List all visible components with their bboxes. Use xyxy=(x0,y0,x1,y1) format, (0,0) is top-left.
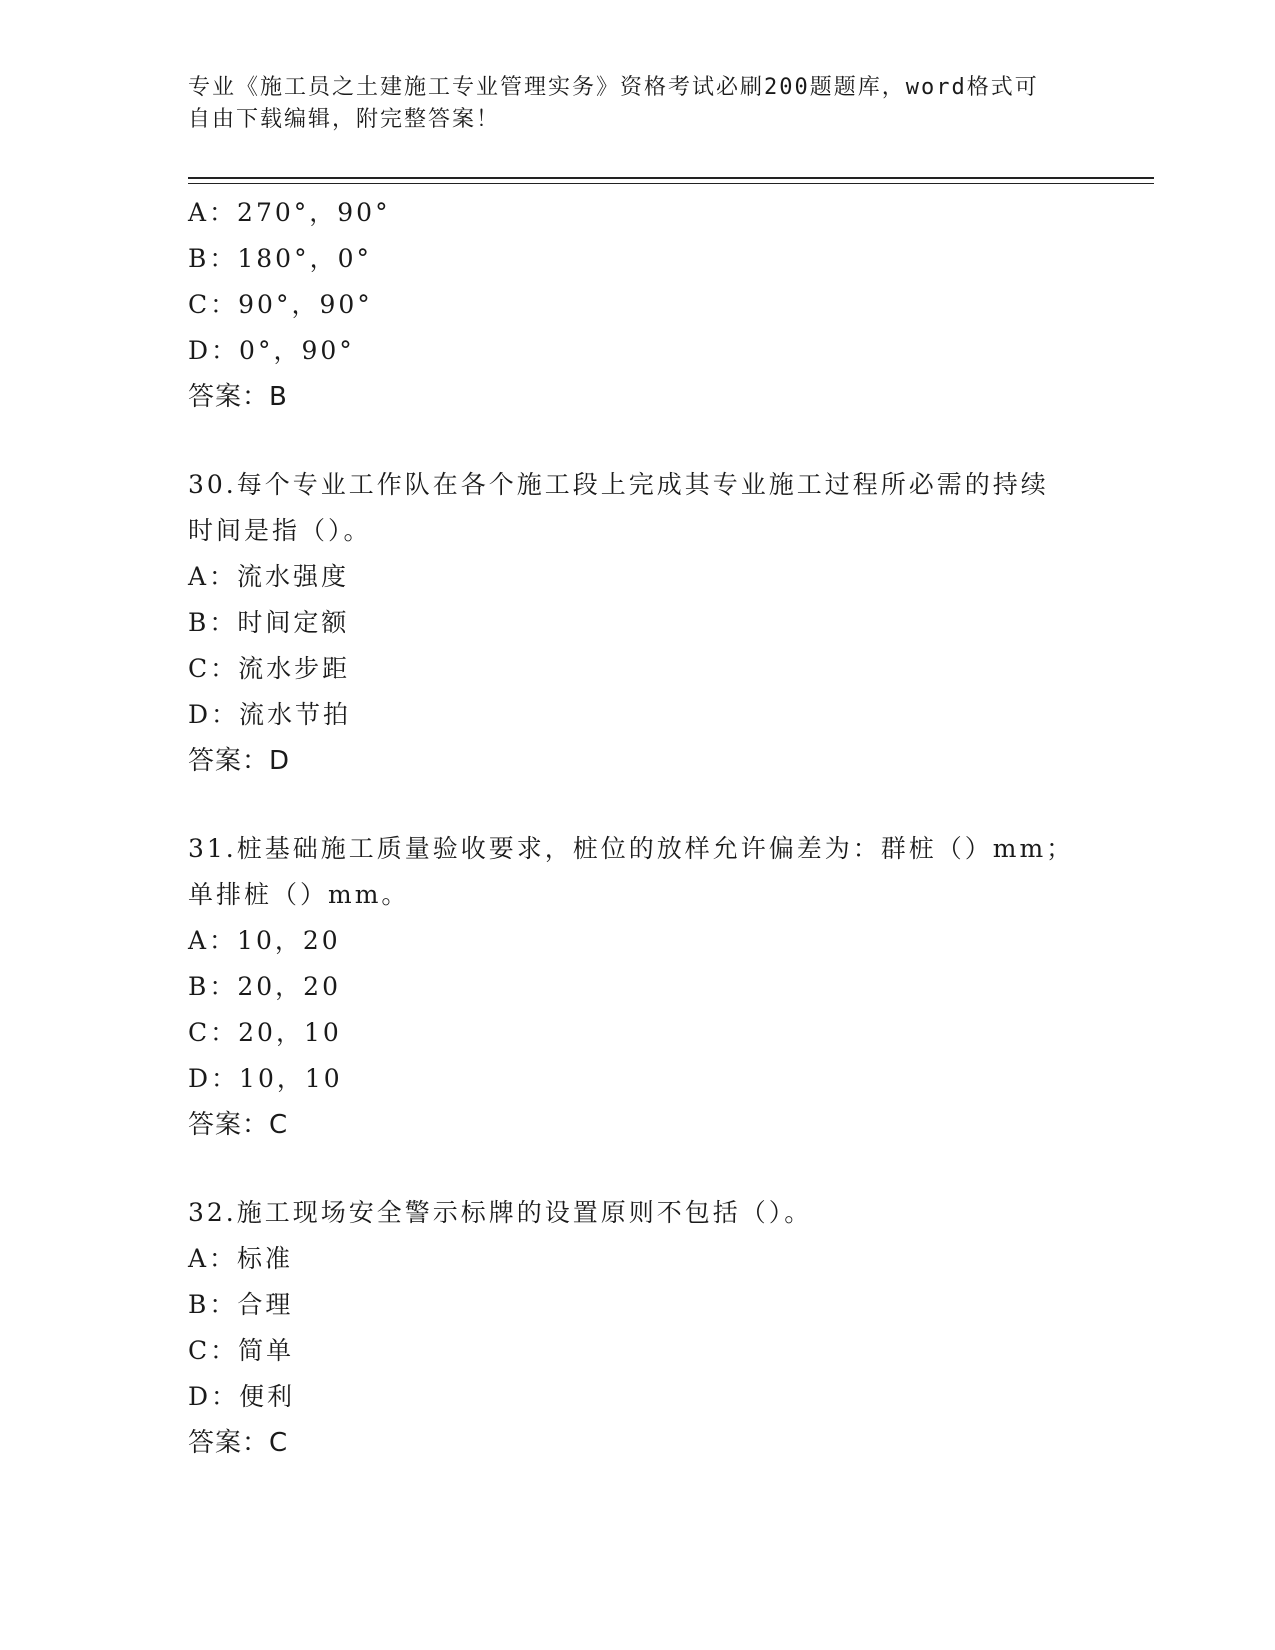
header-line-2: 自由下载编辑，附完整答案！ xyxy=(188,107,501,132)
header-line-1: 专业《施工员之土建施工专业管理实务》资格考试必刷200题题库，word格式可 xyxy=(188,75,1039,100)
option-a: A：流水强度 xyxy=(188,562,350,591)
question-32 xyxy=(188,1190,1088,1466)
option-c: C：20，10 xyxy=(188,1018,342,1047)
option-a: A：270°，90° xyxy=(188,198,391,227)
option-c: C：简单 xyxy=(188,1336,295,1365)
spacer xyxy=(188,784,1088,826)
header-divider-thick xyxy=(188,177,1154,179)
answer-label: 答案：B xyxy=(188,382,288,412)
spacer xyxy=(188,1148,1088,1190)
question-29-continued xyxy=(188,190,1088,420)
question-30 xyxy=(188,462,1088,784)
option-b: B：时间定额 xyxy=(188,608,350,637)
question-text-line-1: 32.施工现场安全警示标牌的设置原则不包括（）。 xyxy=(188,1198,813,1227)
option-d: D：便利 xyxy=(188,1382,296,1411)
option-c: C：90°，90° xyxy=(188,290,373,319)
question-list xyxy=(188,190,1088,1466)
question-text-line-2: 单排桩（）mm。 xyxy=(188,880,410,909)
option-b: B：合理 xyxy=(188,1290,294,1319)
header-divider-thin xyxy=(188,183,1154,184)
option-d: D：0°，90° xyxy=(188,336,355,365)
question-31 xyxy=(188,826,1088,1148)
document-header xyxy=(188,72,1068,136)
option-d: D：流水节拍 xyxy=(188,700,352,729)
option-c: C：流水步距 xyxy=(188,654,351,683)
question-text-line-1: 30.每个专业工作队在各个施工段上完成其专业施工过程所必需的持续 xyxy=(188,470,1049,499)
question-text-line-2: 时间是指（）。 xyxy=(188,516,372,545)
question-text-line-1: 31.桩基础施工质量验收要求，桩位的放样允许偏差为：群桩（）mm； xyxy=(188,834,1075,863)
option-a: A：标准 xyxy=(188,1244,294,1273)
option-b: B：180°，0° xyxy=(188,244,372,273)
answer-label: 答案：C xyxy=(188,1110,289,1140)
option-d: D：10，10 xyxy=(188,1064,343,1093)
answer-label: 答案：D xyxy=(188,746,291,776)
option-b: B：20，20 xyxy=(188,972,341,1001)
option-a: A：10，20 xyxy=(188,926,341,955)
spacer xyxy=(188,420,1088,462)
answer-label: 答案：C xyxy=(188,1428,289,1458)
